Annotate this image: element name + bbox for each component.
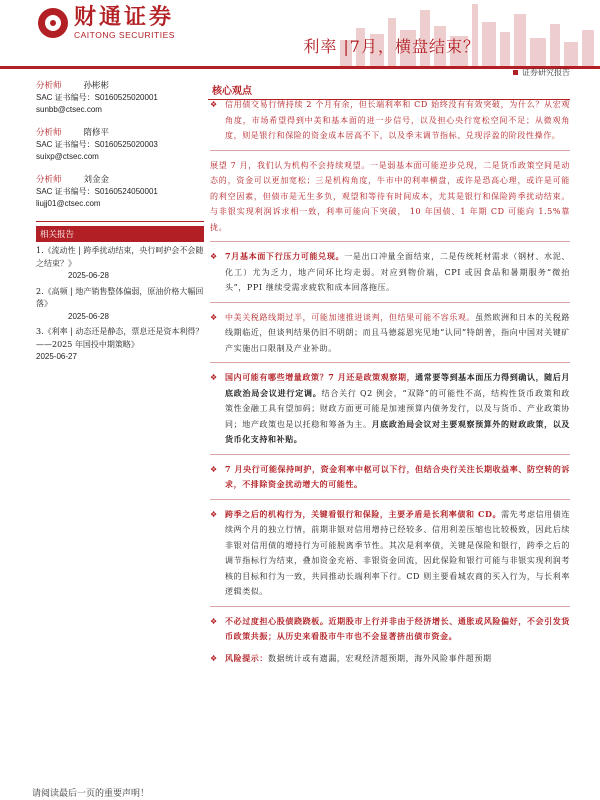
bullet-paragraph xyxy=(210,614,570,645)
risk-text: 数据统计或有遗漏，宏观经济超预期，海外风险事件超预期 xyxy=(268,653,492,663)
paragraph-text: 一是出口冲量全面结束，二是传统耗材需求（钢材、水泥、化工）尤为乏力，地产同环比均走弱。对应到物价端，CPI 或因食品和暑期服务“微抬头”，PPI 继续受需求疲软和成本回落拖压。 xyxy=(225,252,570,292)
analyst-cert: SAC 证书编号：S0160524050001 xyxy=(36,187,158,196)
analyst-email[interactable]: suixp@ctsec.com xyxy=(36,152,99,161)
paragraph-lead: 跨季之后的机构行为，关键看银行和保险，主要矛盾是长利率债和 CD。 xyxy=(225,508,502,519)
related-report-date: 2025-06-28 xyxy=(68,271,109,280)
core-views-body xyxy=(210,97,570,672)
sidebar xyxy=(36,80,204,364)
analyst-name: 孙彬彬 xyxy=(83,81,110,91)
paragraph-text: 信用债交易行情持续 2 个月有余，但长端利率和 CD 始终没有有效突破，为什么？从宏观角度，市场希望得到中美和基本面的进一步信号，以及担心央行宽松空间不足；从微观角度，则是银行和保险的资金成本居高不下，以及季末调节指标、兑现浮盈的阶段性操作。 xyxy=(225,100,570,140)
diamond-bullet-icon: ❖ xyxy=(210,653,218,663)
paragraph-divider xyxy=(210,362,570,363)
paragraph-lead: 中美关税路线期过半，可能加速推进谈判，但结果可能不容乐观。 xyxy=(225,312,476,322)
analyst-card xyxy=(36,127,204,163)
paragraph-lead: 国内可能有哪些增量政策？7 月还是政策观察期， xyxy=(225,372,416,382)
paragraph-emphasis: 通常要等到基本面压力得到确认，随后月底政治局会议进行定调。 xyxy=(225,372,570,398)
analyst-cert: SAC 证书编号：S0160525020003 xyxy=(36,140,158,149)
core-views-heading: 核心观点 xyxy=(208,80,570,100)
diamond-bullet-icon: ❖ xyxy=(210,464,218,474)
analyst-card xyxy=(36,80,204,116)
report-title: 利率 |7月，横盘结束？ xyxy=(303,37,480,56)
analyst-email[interactable]: sunbb@ctsec.com xyxy=(36,105,102,114)
logo-mark-icon xyxy=(38,8,68,38)
paragraph-text: 需先考虑信用债连续两个月的独立行情，前期非银对信用增持已经较多、信用利差压缩也比较极致，因此后续非银对信用债的增持行为可能脱离季节性。其次是利率债，关键是保险和银行，跨季之后的调节指标行为结束，叠加资金充裕、非银资金回流，因此保险和银行可能与非银实现利润考核的目标和行为一致，共同推动长端利率下行。CD 则主要看城农商的买入行为，与长利率逻辑类似。 xyxy=(225,509,570,596)
analyst-role: 分析师 xyxy=(36,175,62,185)
related-report-date: 2025-06-28 xyxy=(68,311,109,321)
outlook-paragraph xyxy=(210,158,570,236)
report-tag-label: 证券研究报告 xyxy=(522,68,570,77)
bullet-paragraph xyxy=(210,97,570,144)
risk-label: 风险提示： xyxy=(225,652,268,663)
analyst-role: 分析师 xyxy=(36,128,62,138)
header-divider xyxy=(0,66,600,69)
diamond-bullet-icon: ❖ xyxy=(210,312,218,322)
paragraph-divider xyxy=(210,499,570,500)
related-report-title: 1.《流动性 | 跨季扰动结束，央行呵护会不会随之结束？》 xyxy=(36,246,204,268)
paragraph-text: 不必过度担心股债跷跷板。近期股市上行并非由于经济增长、通胀或风险偏好，不会引发货币政策共振；从历史来看股市牛市也不会显著挤出债市资金。 xyxy=(225,615,570,641)
sidebar-divider xyxy=(36,221,204,222)
paragraph-divider xyxy=(210,150,570,151)
paragraph-divider xyxy=(210,241,570,242)
paragraph-text: 展望 7 月，我们认为机构不会持续观望。一是弱基本面可能逆步兑现，二是货币政策空间是动态的，资金可以更加宽松；三是机构角度，牛市中的利率横盘，或许是恐高心理，或许是可能的利空因素，但债市是无生多负，观望和等待有时间成本，尤其是银行和保险跨季扰动结束。与非银实现利润诉求相一致，利率可能向下突破， 10 年国债、1 年期 CD 可能向 1.5%靠拢。 xyxy=(210,160,570,232)
analyst-card xyxy=(36,174,204,210)
analyst-cert: SAC 证书编号：S0160525020001 xyxy=(36,93,158,102)
related-report-item[interactable] xyxy=(36,326,204,364)
bullet-paragraph xyxy=(210,370,570,448)
logo-chinese: 财通证券 xyxy=(74,5,175,30)
paragraph-divider xyxy=(210,454,570,455)
paragraph-lead: 7月基本面下行压力可能兑现。 xyxy=(225,251,345,261)
paragraph-divider xyxy=(210,606,570,607)
related-report-title: 2.《高频 | 地产销售整体偏弱，原油价格大幅回落》 xyxy=(36,286,204,308)
bullet-paragraph xyxy=(210,462,570,493)
diamond-bullet-icon: ❖ xyxy=(210,100,218,109)
bullet-paragraph xyxy=(210,310,570,357)
report-tag xyxy=(513,67,570,78)
related-report-item[interactable] xyxy=(36,286,204,324)
risk-paragraph xyxy=(210,651,570,667)
analyst-name: 刘金金 xyxy=(83,175,110,185)
logo-english: CAITONG SECURITIES xyxy=(74,30,175,40)
tag-square-icon xyxy=(513,70,518,75)
paragraph-divider xyxy=(210,302,570,303)
diamond-bullet-icon: ❖ xyxy=(210,509,218,519)
disclaimer-footer: 请阅读最后一页的重要声明！ xyxy=(32,789,150,799)
related-report-title: 3.《利率 | 动态还是静态，票息还是资本利得？——2025 年国投中期策略》 xyxy=(36,327,204,349)
analyst-email[interactable]: liujj01@ctsec.com xyxy=(36,199,101,208)
paragraph-tail: 月底政治局会议对主要观察预算外的财政政策，以及货币化支持和补贴。 xyxy=(225,418,570,444)
analyst-name: 隋修平 xyxy=(83,128,110,138)
related-report-item[interactable] xyxy=(36,245,204,283)
paragraph-text: 7 月央行可能保持呵护，资金利率中枢可以下行，但结合央行关注长期收益率、防空转的诉求，不排除资金扰动增大的可能性。 xyxy=(225,463,570,489)
caitong-logo xyxy=(38,6,175,40)
related-report-date: 2025-06-27 xyxy=(36,352,77,361)
bullet-paragraph xyxy=(210,249,570,296)
paragraph-text: 结合关行 Q2 例会，“双降”的可能性不高，结构性货币政策和政策性金融工具有望加码；财政方面更可能是加速预算内债务发行，以及与货币、产业政策协同；地产政策也是以托稳和筹备为主。 xyxy=(225,388,570,429)
diamond-bullet-icon: ❖ xyxy=(210,252,218,261)
paragraph-text: 虽然欧洲和日本的关税路线期临近，但谈判结果仍旧不明朗；而且马德蕊恩宪见地“认同”特朗普，指向中国对关键矿产实施出口限制及产业补助。 xyxy=(225,312,570,353)
bullet-paragraph xyxy=(210,507,570,600)
diamond-bullet-icon: ❖ xyxy=(210,373,218,382)
related-reports-heading: 相关报告 xyxy=(36,226,204,242)
diamond-bullet-icon: ❖ xyxy=(210,616,218,626)
analyst-role: 分析师 xyxy=(36,81,62,91)
